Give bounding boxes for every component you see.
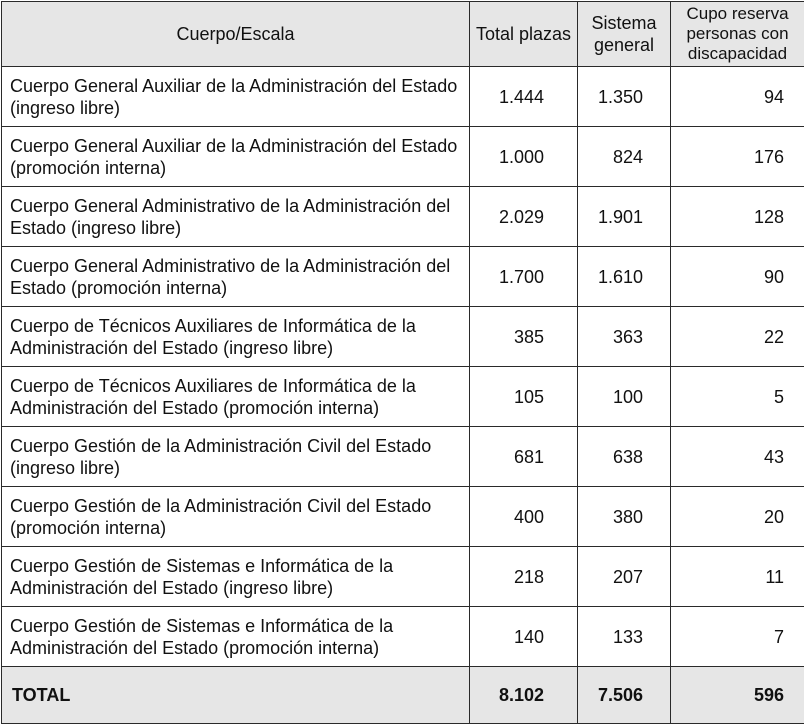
cell-total-plazas: 105 xyxy=(470,367,578,427)
cell-sistema-general: 207 xyxy=(578,547,671,607)
cell-sistema-general: 638 xyxy=(578,427,671,487)
cell-cuerpo: Cuerpo de Técnicos Auxiliares de Informática de la Administración del Estado (ingreso libre) xyxy=(2,307,470,367)
cell-total-plazas: 681 xyxy=(470,427,578,487)
cell-sistema-general: 824 xyxy=(578,127,671,187)
cell-cuerpo: Cuerpo Gestión de la Administración Civil del Estado (promoción interna) xyxy=(2,487,470,547)
cell-cupo-reserva: 90 xyxy=(671,247,804,307)
cell-cuerpo: Cuerpo Gestión de la Administración Civil del Estado (ingreso libre) xyxy=(2,427,470,487)
total-plazas-sum: 8.102 xyxy=(470,667,578,724)
cell-sistema-general: 100 xyxy=(578,367,671,427)
cell-cuerpo: Cuerpo General Auxiliar de la Administración del Estado (promoción interna) xyxy=(2,127,470,187)
header-sistema-general: Sistema general xyxy=(578,2,671,67)
total-row xyxy=(2,667,804,724)
cell-cupo-reserva: 176 xyxy=(671,127,804,187)
cell-total-plazas: 218 xyxy=(470,547,578,607)
cell-cupo-reserva: 20 xyxy=(671,487,804,547)
table-row xyxy=(2,607,804,667)
table-row xyxy=(2,67,804,127)
table-row xyxy=(2,487,804,547)
cell-sistema-general: 133 xyxy=(578,607,671,667)
cell-cupo-reserva: 11 xyxy=(671,547,804,607)
cell-total-plazas: 400 xyxy=(470,487,578,547)
cell-cupo-reserva: 94 xyxy=(671,67,804,127)
cell-cupo-reserva: 5 xyxy=(671,367,804,427)
header-total-plazas: Total plazas xyxy=(470,2,578,67)
cell-cuerpo: Cuerpo de Técnicos Auxiliares de Informática de la Administración del Estado (promoción interna) xyxy=(2,367,470,427)
total-label: TOTAL xyxy=(2,667,470,724)
cell-total-plazas: 1.700 xyxy=(470,247,578,307)
cell-cuerpo: Cuerpo General Administrativo de la Administración del Estado (ingreso libre) xyxy=(2,187,470,247)
cell-sistema-general: 363 xyxy=(578,307,671,367)
cell-sistema-general: 1.610 xyxy=(578,247,671,307)
cell-total-plazas: 1.000 xyxy=(470,127,578,187)
plazas-table xyxy=(1,1,804,724)
header-cupo-reserva: Cupo reserva personas con discapacidad xyxy=(671,2,804,67)
table-row xyxy=(2,427,804,487)
cell-total-plazas: 140 xyxy=(470,607,578,667)
cell-cupo-reserva: 43 xyxy=(671,427,804,487)
cell-cuerpo: Cuerpo Gestión de Sistemas e Informática de la Administración del Estado (ingreso libre) xyxy=(2,547,470,607)
table-row xyxy=(2,547,804,607)
table-row xyxy=(2,307,804,367)
cell-total-plazas: 1.444 xyxy=(470,67,578,127)
table-row xyxy=(2,187,804,247)
cell-sistema-general: 1.901 xyxy=(578,187,671,247)
header-row xyxy=(2,2,804,67)
cell-sistema-general: 380 xyxy=(578,487,671,547)
cell-total-plazas: 385 xyxy=(470,307,578,367)
total-sistema-general-sum: 7.506 xyxy=(578,667,671,724)
cell-cupo-reserva: 22 xyxy=(671,307,804,367)
cell-sistema-general: 1.350 xyxy=(578,67,671,127)
cell-total-plazas: 2.029 xyxy=(470,187,578,247)
cell-cupo-reserva: 128 xyxy=(671,187,804,247)
table-row xyxy=(2,127,804,187)
total-cupo-reserva-sum: 596 xyxy=(671,667,804,724)
cell-cuerpo: Cuerpo General Administrativo de la Administración del Estado (promoción interna) xyxy=(2,247,470,307)
cell-cupo-reserva: 7 xyxy=(671,607,804,667)
cell-cuerpo: Cuerpo Gestión de Sistemas e Informática de la Administración del Estado (promoción interna) xyxy=(2,607,470,667)
table-row xyxy=(2,367,804,427)
table-row xyxy=(2,247,804,307)
header-cuerpo-escala: Cuerpo/Escala xyxy=(2,2,470,67)
cell-cuerpo: Cuerpo General Auxiliar de la Administración del Estado (ingreso libre) xyxy=(2,67,470,127)
